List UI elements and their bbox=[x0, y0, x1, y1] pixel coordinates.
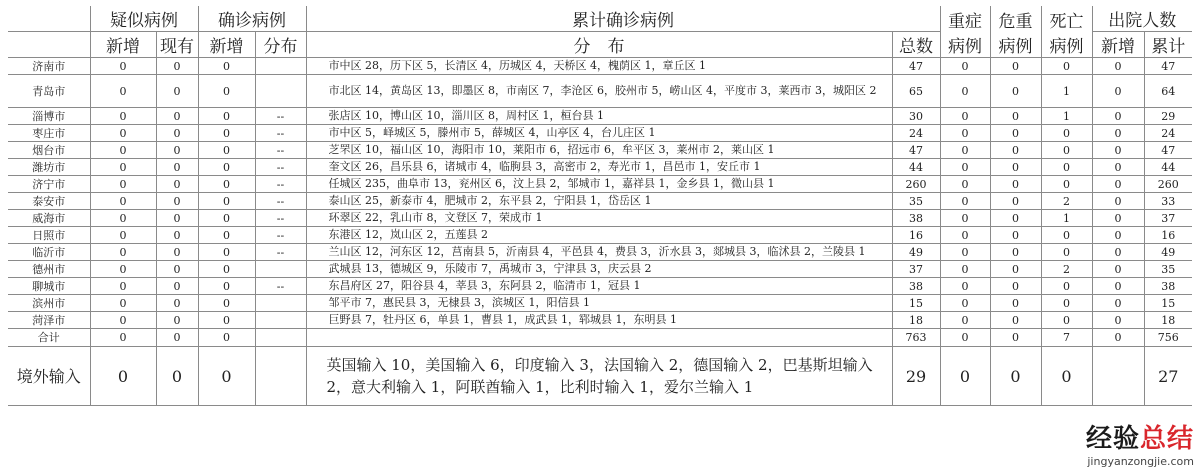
header-cumulative: 累计确诊病例 bbox=[306, 6, 940, 32]
cumulative-total: 24 bbox=[892, 125, 940, 142]
critical-count: 0 bbox=[990, 227, 1041, 244]
severe-count: 0 bbox=[940, 244, 990, 261]
cumulative-distribution: 环翠区 22，乳山市 8，文登区 7，荣成市 1 bbox=[306, 210, 892, 227]
table-row bbox=[8, 278, 1192, 295]
header-discharged-cumulative: 累计 bbox=[1144, 32, 1192, 58]
table-row bbox=[8, 210, 1192, 227]
header-confirmed-new: 新增 bbox=[198, 32, 255, 58]
total-distribution-blank bbox=[306, 329, 892, 347]
suspected-new: 0 bbox=[90, 227, 156, 244]
suspected-existing: 0 bbox=[156, 210, 198, 227]
table-row bbox=[8, 261, 1192, 278]
discharged-cumulative: 38 bbox=[1144, 278, 1192, 295]
city-name: 临沂市 bbox=[8, 244, 90, 261]
suspected-existing: 0 bbox=[156, 58, 198, 75]
confirmed-distribution: -- bbox=[255, 159, 306, 176]
confirmed-distribution bbox=[255, 75, 306, 108]
suspected-new: 0 bbox=[90, 142, 156, 159]
discharged-new: 0 bbox=[1092, 261, 1144, 278]
cumulative-total: 35 bbox=[892, 193, 940, 210]
total-severe: 0 bbox=[940, 329, 990, 347]
discharged-new: 0 bbox=[1092, 193, 1144, 210]
cumulative-distribution: 泰山区 25，新泰市 4，肥城市 2，东平县 2，宁阳县 1，岱岳区 1 bbox=[306, 193, 892, 210]
suspected-existing: 0 bbox=[156, 108, 198, 125]
severe-count: 0 bbox=[940, 261, 990, 278]
table-row bbox=[8, 159, 1192, 176]
confirmed-distribution: -- bbox=[255, 125, 306, 142]
severe-count: 0 bbox=[940, 193, 990, 210]
severe-count: 0 bbox=[940, 58, 990, 75]
confirmed-distribution: -- bbox=[255, 176, 306, 193]
total-row bbox=[8, 329, 1192, 347]
covid-statistics-table bbox=[8, 6, 1192, 406]
city-name: 枣庄市 bbox=[8, 125, 90, 142]
critical-count: 0 bbox=[990, 210, 1041, 227]
suspected-new: 0 bbox=[90, 176, 156, 193]
confirmed-distribution bbox=[255, 312, 306, 329]
severe-count: 0 bbox=[940, 142, 990, 159]
death-count: 0 bbox=[1041, 159, 1092, 176]
critical-count: 0 bbox=[990, 244, 1041, 261]
total-critical: 0 bbox=[990, 329, 1041, 347]
suspected-existing: 0 bbox=[156, 75, 198, 108]
cumulative-distribution: 市中区 5，峄城区 5，滕州市 5，薛城区 4，山亭区 4，台儿庄区 1 bbox=[306, 125, 892, 142]
confirmed-new: 0 bbox=[198, 75, 255, 108]
discharged-cumulative: 64 bbox=[1144, 75, 1192, 108]
imported-discharged-new bbox=[1092, 347, 1144, 406]
confirmed-new: 0 bbox=[198, 125, 255, 142]
header-discharged-new: 新增 bbox=[1092, 32, 1144, 58]
confirmed-new: 0 bbox=[198, 142, 255, 159]
watermark-logo: 经验总结 bbox=[1085, 424, 1194, 454]
suspected-new: 0 bbox=[90, 108, 156, 125]
header-confirmed-distribution: 分布 bbox=[255, 32, 306, 58]
imported-discharged-cumulative: 27 bbox=[1144, 347, 1192, 406]
imported-total: 29 bbox=[892, 347, 940, 406]
imported-critical: 0 bbox=[990, 347, 1041, 406]
death-count: 1 bbox=[1041, 210, 1092, 227]
discharged-cumulative: 16 bbox=[1144, 227, 1192, 244]
suspected-new: 0 bbox=[90, 159, 156, 176]
critical-count: 0 bbox=[990, 142, 1041, 159]
severe-count: 0 bbox=[940, 210, 990, 227]
suspected-existing: 0 bbox=[156, 261, 198, 278]
discharged-cumulative: 37 bbox=[1144, 210, 1192, 227]
death-count: 0 bbox=[1041, 295, 1092, 312]
death-count: 0 bbox=[1041, 176, 1092, 193]
suspected-new: 0 bbox=[90, 210, 156, 227]
cumulative-total: 18 bbox=[892, 312, 940, 329]
cumulative-distribution: 武城县 13，德城区 9，乐陵市 7，禹城市 3，宁津县 3，庆云县 2 bbox=[306, 261, 892, 278]
critical-count: 0 bbox=[990, 75, 1041, 108]
total-count: 763 bbox=[892, 329, 940, 347]
critical-count: 0 bbox=[990, 125, 1041, 142]
confirmed-new: 0 bbox=[198, 193, 255, 210]
cumulative-total: 38 bbox=[892, 210, 940, 227]
watermark-url: jingyanzongjie.com bbox=[1087, 455, 1194, 468]
suspected-existing: 0 bbox=[156, 244, 198, 261]
suspected-existing: 0 bbox=[156, 176, 198, 193]
cumulative-distribution: 任城区 235，曲阜市 13，兖州区 6，汶上县 2，邹城市 1，嘉祥县 1，金乡县 1，微山县 1 bbox=[306, 176, 892, 193]
discharged-new: 0 bbox=[1092, 75, 1144, 108]
suspected-existing: 0 bbox=[156, 295, 198, 312]
imported-suspected-new: 0 bbox=[90, 347, 156, 406]
header-critical: 危重 病例 bbox=[990, 6, 1041, 58]
header-suspected: 疑似病例 bbox=[90, 6, 198, 32]
death-count: 0 bbox=[1041, 142, 1092, 159]
total-label: 合计 bbox=[8, 329, 90, 347]
confirmed-new: 0 bbox=[198, 278, 255, 295]
discharged-new: 0 bbox=[1092, 58, 1144, 75]
imported-confirmed-distribution bbox=[255, 347, 306, 406]
confirmed-distribution: -- bbox=[255, 244, 306, 261]
table-row bbox=[8, 295, 1192, 312]
cumulative-total: 38 bbox=[892, 278, 940, 295]
severe-count: 0 bbox=[940, 75, 990, 108]
cumulative-total: 47 bbox=[892, 142, 940, 159]
confirmed-distribution: -- bbox=[255, 278, 306, 295]
death-count: 2 bbox=[1041, 261, 1092, 278]
cumulative-total: 65 bbox=[892, 75, 940, 108]
table-row bbox=[8, 227, 1192, 244]
table-row bbox=[8, 193, 1192, 210]
table-row bbox=[8, 108, 1192, 125]
discharged-new: 0 bbox=[1092, 278, 1144, 295]
severe-count: 0 bbox=[940, 125, 990, 142]
confirmed-distribution bbox=[255, 261, 306, 278]
critical-count: 0 bbox=[990, 108, 1041, 125]
header-discharged: 出院人数 bbox=[1092, 6, 1192, 32]
suspected-new: 0 bbox=[90, 312, 156, 329]
suspected-existing: 0 bbox=[156, 159, 198, 176]
discharged-cumulative: 15 bbox=[1144, 295, 1192, 312]
severe-count: 0 bbox=[940, 159, 990, 176]
city-name: 济宁市 bbox=[8, 176, 90, 193]
cumulative-total: 16 bbox=[892, 227, 940, 244]
discharged-new: 0 bbox=[1092, 312, 1144, 329]
cumulative-total: 44 bbox=[892, 159, 940, 176]
confirmed-new: 0 bbox=[198, 108, 255, 125]
severe-count: 0 bbox=[940, 312, 990, 329]
header-city-blank-2 bbox=[8, 32, 90, 58]
discharged-cumulative: 24 bbox=[1144, 125, 1192, 142]
cumulative-distribution: 市北区 14，黄岛区 13，即墨区 8，市南区 7，李沧区 6，胶州市 5，崂山区 4，平度市 3，莱西市 3，城阳区 2 bbox=[306, 75, 892, 108]
severe-count: 0 bbox=[940, 295, 990, 312]
discharged-new: 0 bbox=[1092, 125, 1144, 142]
city-rows bbox=[8, 58, 1192, 329]
critical-count: 0 bbox=[990, 159, 1041, 176]
cumulative-distribution: 市中区 28，历下区 5，长清区 4，历城区 4，天桥区 4，槐荫区 1，章丘区 1 bbox=[306, 58, 892, 75]
death-count: 0 bbox=[1041, 58, 1092, 75]
critical-count: 0 bbox=[990, 58, 1041, 75]
cumulative-distribution: 芝罘区 10，福山区 10，海阳市 10，莱阳市 6，招远市 6，牟平区 3，莱州市 2，莱山区 1 bbox=[306, 142, 892, 159]
critical-count: 0 bbox=[990, 312, 1041, 329]
discharged-cumulative: 29 bbox=[1144, 108, 1192, 125]
death-count: 0 bbox=[1041, 125, 1092, 142]
total-discharged-cumulative: 756 bbox=[1144, 329, 1192, 347]
city-name: 泰安市 bbox=[8, 193, 90, 210]
discharged-new: 0 bbox=[1092, 244, 1144, 261]
cumulative-total: 30 bbox=[892, 108, 940, 125]
suspected-existing: 0 bbox=[156, 193, 198, 210]
city-name: 威海市 bbox=[8, 210, 90, 227]
discharged-cumulative: 18 bbox=[1144, 312, 1192, 329]
city-name: 烟台市 bbox=[8, 142, 90, 159]
header-cumulative-distribution: 分 布 bbox=[306, 32, 892, 58]
confirmed-distribution: -- bbox=[255, 193, 306, 210]
cumulative-distribution: 巨野县 7，牡丹区 6，单县 1，曹县 1，成武县 1，郓城县 1，东明县 1 bbox=[306, 312, 892, 329]
suspected-existing: 0 bbox=[156, 142, 198, 159]
city-name: 德州市 bbox=[8, 261, 90, 278]
confirmed-new: 0 bbox=[198, 176, 255, 193]
death-count: 0 bbox=[1041, 227, 1092, 244]
death-count: 1 bbox=[1041, 75, 1092, 108]
table-row bbox=[8, 125, 1192, 142]
discharged-cumulative: 49 bbox=[1144, 244, 1192, 261]
city-name: 日照市 bbox=[8, 227, 90, 244]
city-name: 济南市 bbox=[8, 58, 90, 75]
cumulative-distribution: 东港区 12，岚山区 2，五莲县 2 bbox=[306, 227, 892, 244]
header-suspected-existing: 现有 bbox=[156, 32, 198, 58]
death-count: 0 bbox=[1041, 312, 1092, 329]
total-suspected-new: 0 bbox=[90, 329, 156, 347]
imported-row bbox=[8, 347, 1192, 406]
severe-count: 0 bbox=[940, 176, 990, 193]
discharged-cumulative: 33 bbox=[1144, 193, 1192, 210]
imported-confirmed-new: 0 bbox=[198, 347, 255, 406]
city-name: 淄博市 bbox=[8, 108, 90, 125]
suspected-new: 0 bbox=[90, 261, 156, 278]
cumulative-distribution: 邹平市 7，惠民县 3，无棣县 3，滨城区 1，阳信县 1 bbox=[306, 295, 892, 312]
header-cumulative-total: 总数 bbox=[892, 32, 940, 58]
cumulative-total: 37 bbox=[892, 261, 940, 278]
confirmed-new: 0 bbox=[198, 295, 255, 312]
cumulative-distribution: 奎文区 26，昌乐县 6，诸城市 4，临朐县 3，高密市 2，寿光市 1，昌邑市 1，安丘市 1 bbox=[306, 159, 892, 176]
header-confirmed: 确诊病例 bbox=[198, 6, 306, 32]
death-count: 0 bbox=[1041, 244, 1092, 261]
cumulative-distribution: 东昌府区 27，阳谷县 4，莘县 3，东阿县 2，临清市 1，冠县 1 bbox=[306, 278, 892, 295]
imported-distribution: 英国输入 10，美国输入 6，印度输入 3，法国输入 2，德国输入 2，巴基斯坦输入 2，意大利输入 1，阿联酋输入 1，比利时输入 1，爱尔兰输入 1 bbox=[306, 347, 892, 406]
suspected-new: 0 bbox=[90, 75, 156, 108]
discharged-new: 0 bbox=[1092, 142, 1144, 159]
suspected-new: 0 bbox=[90, 193, 156, 210]
critical-count: 0 bbox=[990, 193, 1041, 210]
table-row bbox=[8, 244, 1192, 261]
header-suspected-new: 新增 bbox=[90, 32, 156, 58]
discharged-cumulative: 35 bbox=[1144, 261, 1192, 278]
suspected-new: 0 bbox=[90, 295, 156, 312]
header-death: 死亡 病例 bbox=[1041, 6, 1092, 58]
total-discharged-new: 0 bbox=[1092, 329, 1144, 347]
confirmed-new: 0 bbox=[198, 261, 255, 278]
total-death: 7 bbox=[1041, 329, 1092, 347]
cumulative-distribution: 兰山区 12，河东区 12，莒南县 5，沂南县 4，平邑县 4，费县 3，沂水县 3，郯城县 3，临沭县 2，兰陵县 1 bbox=[306, 244, 892, 261]
confirmed-distribution: -- bbox=[255, 227, 306, 244]
cumulative-total: 49 bbox=[892, 244, 940, 261]
city-name: 聊城市 bbox=[8, 278, 90, 295]
discharged-cumulative: 44 bbox=[1144, 159, 1192, 176]
suspected-new: 0 bbox=[90, 244, 156, 261]
cumulative-distribution: 张店区 10，博山区 10，淄川区 8，周村区 1，桓台县 1 bbox=[306, 108, 892, 125]
table-row bbox=[8, 312, 1192, 329]
death-count: 2 bbox=[1041, 193, 1092, 210]
confirmed-distribution: -- bbox=[255, 142, 306, 159]
confirmed-new: 0 bbox=[198, 210, 255, 227]
total-suspected-existing: 0 bbox=[156, 329, 198, 347]
city-name: 潍坊市 bbox=[8, 159, 90, 176]
suspected-existing: 0 bbox=[156, 227, 198, 244]
city-name: 菏泽市 bbox=[8, 312, 90, 329]
imported-severe: 0 bbox=[940, 347, 990, 406]
confirmed-new: 0 bbox=[198, 312, 255, 329]
confirmed-new: 0 bbox=[198, 58, 255, 75]
watermark bbox=[1086, 418, 1194, 468]
death-count: 0 bbox=[1041, 278, 1092, 295]
suspected-new: 0 bbox=[90, 58, 156, 75]
header-row-1 bbox=[8, 6, 1192, 32]
cumulative-total: 15 bbox=[892, 295, 940, 312]
imported-death: 0 bbox=[1041, 347, 1092, 406]
cumulative-total: 260 bbox=[892, 176, 940, 193]
death-count: 1 bbox=[1041, 108, 1092, 125]
confirmed-distribution: -- bbox=[255, 108, 306, 125]
header-severe: 重症 病例 bbox=[940, 6, 990, 58]
severe-count: 0 bbox=[940, 227, 990, 244]
city-name: 青岛市 bbox=[8, 75, 90, 108]
imported-label: 境外输入 bbox=[8, 347, 90, 406]
confirmed-new: 0 bbox=[198, 244, 255, 261]
header-city-blank bbox=[8, 6, 90, 32]
discharged-new: 0 bbox=[1092, 227, 1144, 244]
table-row bbox=[8, 176, 1192, 193]
table-row bbox=[8, 58, 1192, 75]
discharged-cumulative: 260 bbox=[1144, 176, 1192, 193]
critical-count: 0 bbox=[990, 278, 1041, 295]
confirmed-new: 0 bbox=[198, 227, 255, 244]
discharged-new: 0 bbox=[1092, 108, 1144, 125]
confirmed-distribution bbox=[255, 295, 306, 312]
severe-count: 0 bbox=[940, 108, 990, 125]
discharged-cumulative: 47 bbox=[1144, 142, 1192, 159]
city-name: 滨州市 bbox=[8, 295, 90, 312]
table-row bbox=[8, 75, 1192, 108]
suspected-existing: 0 bbox=[156, 278, 198, 295]
discharged-new: 0 bbox=[1092, 159, 1144, 176]
total-confirmed-distribution bbox=[255, 329, 306, 347]
critical-count: 0 bbox=[990, 176, 1041, 193]
suspected-existing: 0 bbox=[156, 312, 198, 329]
critical-count: 0 bbox=[990, 295, 1041, 312]
total-confirmed-new: 0 bbox=[198, 329, 255, 347]
table-row bbox=[8, 142, 1192, 159]
confirmed-distribution: -- bbox=[255, 210, 306, 227]
discharged-cumulative: 47 bbox=[1144, 58, 1192, 75]
discharged-new: 0 bbox=[1092, 295, 1144, 312]
suspected-new: 0 bbox=[90, 125, 156, 142]
cumulative-total: 47 bbox=[892, 58, 940, 75]
critical-count: 0 bbox=[990, 261, 1041, 278]
discharged-new: 0 bbox=[1092, 210, 1144, 227]
confirmed-new: 0 bbox=[198, 159, 255, 176]
suspected-new: 0 bbox=[90, 278, 156, 295]
summary-rows bbox=[8, 329, 1192, 406]
severe-count: 0 bbox=[940, 278, 990, 295]
imported-suspected-existing: 0 bbox=[156, 347, 198, 406]
confirmed-distribution bbox=[255, 58, 306, 75]
suspected-existing: 0 bbox=[156, 125, 198, 142]
discharged-new: 0 bbox=[1092, 176, 1144, 193]
